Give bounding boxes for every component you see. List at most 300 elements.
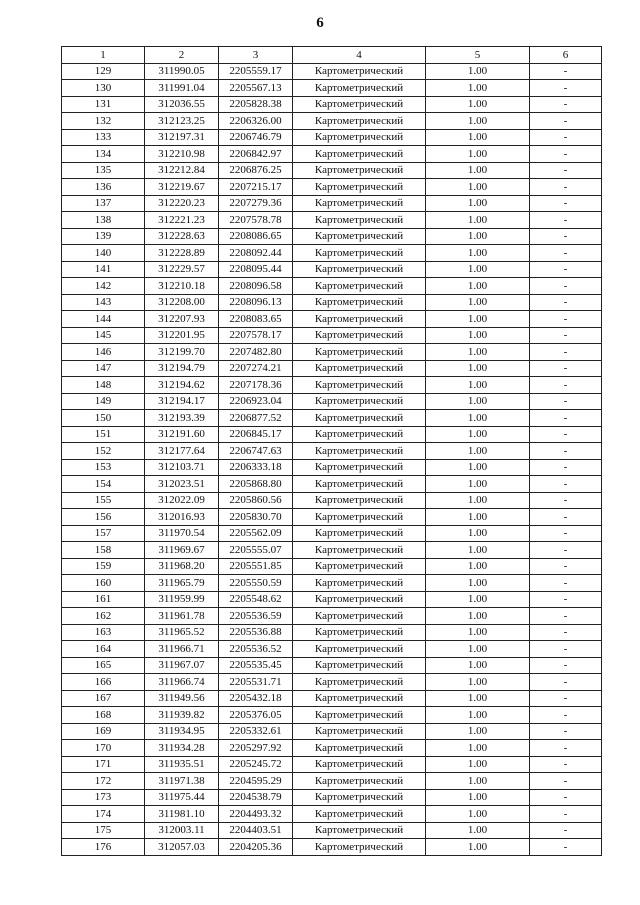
y-coordinate-cell: 2205536.59 — [219, 608, 293, 625]
method-cell: Картометрический — [293, 756, 426, 773]
point-number-cell: 154 — [62, 476, 145, 493]
method-cell: Картометрический — [293, 96, 426, 113]
y-coordinate-cell: 2205828.38 — [219, 96, 293, 113]
table-row — [62, 624, 602, 641]
accuracy-cell: 1.00 — [426, 476, 530, 493]
method-cell: Картометрический — [293, 740, 426, 757]
point-number-cell: 142 — [62, 278, 145, 295]
table-row — [62, 476, 602, 493]
accuracy-cell: 1.00 — [426, 459, 530, 476]
x-coordinate-cell: 312193.39 — [145, 410, 219, 427]
method-cell: Картометрический — [293, 113, 426, 130]
point-number-cell: 137 — [62, 195, 145, 212]
table-row — [62, 195, 602, 212]
x-coordinate-cell: 311981.10 — [145, 806, 219, 823]
method-cell: Картометрический — [293, 690, 426, 707]
point-number-cell: 143 — [62, 294, 145, 311]
y-coordinate-cell: 2205830.70 — [219, 509, 293, 526]
method-cell: Картометрический — [293, 822, 426, 839]
accuracy-cell: 1.00 — [426, 146, 530, 163]
method-cell: Картометрический — [293, 509, 426, 526]
table-row — [62, 822, 602, 839]
note-cell: - — [530, 608, 602, 625]
accuracy-cell: 1.00 — [426, 212, 530, 229]
note-cell: - — [530, 509, 602, 526]
note-cell: - — [530, 839, 602, 856]
y-coordinate-cell: 2206842.97 — [219, 146, 293, 163]
accuracy-cell: 1.00 — [426, 443, 530, 460]
accuracy-cell: 1.00 — [426, 707, 530, 724]
y-coordinate-cell: 2204403.51 — [219, 822, 293, 839]
accuracy-cell: 1.00 — [426, 393, 530, 410]
x-coordinate-cell: 311970.54 — [145, 525, 219, 542]
table-row — [62, 96, 602, 113]
note-cell: - — [530, 377, 602, 394]
method-cell: Картометрический — [293, 261, 426, 278]
accuracy-cell: 1.00 — [426, 162, 530, 179]
note-cell: - — [530, 591, 602, 608]
table-row — [62, 443, 602, 460]
x-coordinate-cell: 311967.07 — [145, 657, 219, 674]
accuracy-cell: 1.00 — [426, 839, 530, 856]
point-number-cell: 135 — [62, 162, 145, 179]
point-number-cell: 144 — [62, 311, 145, 328]
y-coordinate-cell: 2206746.79 — [219, 129, 293, 146]
y-coordinate-cell: 2204595.29 — [219, 773, 293, 790]
table-row — [62, 261, 602, 278]
y-coordinate-cell: 2207578.78 — [219, 212, 293, 229]
y-coordinate-cell: 2206876.25 — [219, 162, 293, 179]
note-cell: - — [530, 393, 602, 410]
method-cell: Картометрический — [293, 608, 426, 625]
y-coordinate-cell: 2205548.62 — [219, 591, 293, 608]
method-cell: Картометрический — [293, 575, 426, 592]
table-row — [62, 426, 602, 443]
table-row — [62, 723, 602, 740]
note-cell: - — [530, 212, 602, 229]
point-number-cell: 174 — [62, 806, 145, 823]
x-coordinate-cell: 311975.44 — [145, 789, 219, 806]
accuracy-cell: 1.00 — [426, 294, 530, 311]
table-row — [62, 707, 602, 724]
y-coordinate-cell: 2205535.45 — [219, 657, 293, 674]
note-cell: - — [530, 344, 602, 361]
x-coordinate-cell: 311990.05 — [145, 63, 219, 80]
note-cell: - — [530, 707, 602, 724]
x-coordinate-cell: 311949.56 — [145, 690, 219, 707]
point-number-cell: 162 — [62, 608, 145, 625]
y-coordinate-cell: 2205567.13 — [219, 80, 293, 97]
note-cell: - — [530, 558, 602, 575]
accuracy-cell: 1.00 — [426, 509, 530, 526]
point-number-cell: 171 — [62, 756, 145, 773]
accuracy-cell: 1.00 — [426, 377, 530, 394]
point-number-cell: 130 — [62, 80, 145, 97]
x-coordinate-cell: 312210.18 — [145, 278, 219, 295]
point-number-cell: 169 — [62, 723, 145, 740]
y-coordinate-cell: 2205536.88 — [219, 624, 293, 641]
x-coordinate-cell: 311934.28 — [145, 740, 219, 757]
x-coordinate-cell: 311968.20 — [145, 558, 219, 575]
accuracy-cell: 1.00 — [426, 723, 530, 740]
method-cell: Картометрический — [293, 558, 426, 575]
note-cell: - — [530, 443, 602, 460]
accuracy-cell: 1.00 — [426, 179, 530, 196]
method-cell: Картометрический — [293, 789, 426, 806]
y-coordinate-cell: 2204538.79 — [219, 789, 293, 806]
y-coordinate-cell: 2205531.71 — [219, 674, 293, 691]
accuracy-cell: 1.00 — [426, 591, 530, 608]
note-cell: - — [530, 146, 602, 163]
y-coordinate-cell: 2208086.65 — [219, 228, 293, 245]
x-coordinate-cell: 311966.74 — [145, 674, 219, 691]
accuracy-cell: 1.00 — [426, 674, 530, 691]
point-number-cell: 139 — [62, 228, 145, 245]
note-cell: - — [530, 674, 602, 691]
note-cell: - — [530, 575, 602, 592]
table-row — [62, 377, 602, 394]
y-coordinate-cell: 2208095.44 — [219, 261, 293, 278]
note-cell: - — [530, 542, 602, 559]
note-cell: - — [530, 129, 602, 146]
x-coordinate-cell: 311969.67 — [145, 542, 219, 559]
point-number-cell: 167 — [62, 690, 145, 707]
table-row — [62, 228, 602, 245]
x-coordinate-cell: 312207.93 — [145, 311, 219, 328]
table-row — [62, 63, 602, 80]
x-coordinate-cell: 312208.00 — [145, 294, 219, 311]
y-coordinate-cell: 2205860.56 — [219, 492, 293, 509]
point-number-cell: 149 — [62, 393, 145, 410]
accuracy-cell: 1.00 — [426, 311, 530, 328]
table-row — [62, 146, 602, 163]
method-cell: Картометрический — [293, 228, 426, 245]
column-header: 3 — [219, 47, 293, 64]
method-cell: Картометрический — [293, 162, 426, 179]
table-row — [62, 410, 602, 427]
note-cell: - — [530, 690, 602, 707]
method-cell: Картометрический — [293, 410, 426, 427]
point-number-cell: 172 — [62, 773, 145, 790]
x-coordinate-cell: 311971.38 — [145, 773, 219, 790]
note-cell: - — [530, 740, 602, 757]
point-number-cell: 158 — [62, 542, 145, 559]
method-cell: Картометрический — [293, 476, 426, 493]
note-cell: - — [530, 162, 602, 179]
x-coordinate-cell: 312103.71 — [145, 459, 219, 476]
method-cell: Картометрический — [293, 674, 426, 691]
x-coordinate-cell: 311991.04 — [145, 80, 219, 97]
table-row — [62, 575, 602, 592]
note-cell: - — [530, 278, 602, 295]
method-cell: Картометрический — [293, 806, 426, 823]
note-cell: - — [530, 261, 602, 278]
x-coordinate-cell: 312003.11 — [145, 822, 219, 839]
point-number-cell: 134 — [62, 146, 145, 163]
note-cell: - — [530, 624, 602, 641]
accuracy-cell: 1.00 — [426, 558, 530, 575]
method-cell: Картометрический — [293, 327, 426, 344]
method-cell: Картометрический — [293, 377, 426, 394]
note-cell: - — [530, 723, 602, 740]
table-row — [62, 690, 602, 707]
point-number-cell: 160 — [62, 575, 145, 592]
note-cell: - — [530, 179, 602, 196]
y-coordinate-cell: 2206333.18 — [219, 459, 293, 476]
accuracy-cell: 1.00 — [426, 344, 530, 361]
x-coordinate-cell: 312220.23 — [145, 195, 219, 212]
method-cell: Картометрический — [293, 179, 426, 196]
table-row — [62, 344, 602, 361]
coordinates-table — [61, 46, 602, 856]
x-coordinate-cell: 312197.31 — [145, 129, 219, 146]
table-row — [62, 509, 602, 526]
y-coordinate-cell: 2207279.36 — [219, 195, 293, 212]
y-coordinate-cell: 2207482.80 — [219, 344, 293, 361]
method-cell: Картометрический — [293, 344, 426, 361]
x-coordinate-cell: 312016.93 — [145, 509, 219, 526]
y-coordinate-cell: 2207215.17 — [219, 179, 293, 196]
accuracy-cell: 1.00 — [426, 641, 530, 658]
point-number-cell: 159 — [62, 558, 145, 575]
table-row — [62, 773, 602, 790]
point-number-cell: 170 — [62, 740, 145, 757]
column-header: 6 — [530, 47, 602, 64]
note-cell: - — [530, 294, 602, 311]
note-cell: - — [530, 806, 602, 823]
table-row — [62, 179, 602, 196]
table-row — [62, 789, 602, 806]
point-number-cell: 148 — [62, 377, 145, 394]
accuracy-cell: 1.00 — [426, 773, 530, 790]
point-number-cell: 153 — [62, 459, 145, 476]
x-coordinate-cell: 312212.84 — [145, 162, 219, 179]
accuracy-cell: 1.00 — [426, 426, 530, 443]
y-coordinate-cell: 2208096.58 — [219, 278, 293, 295]
point-number-cell: 141 — [62, 261, 145, 278]
x-coordinate-cell: 312123.25 — [145, 113, 219, 130]
note-cell: - — [530, 63, 602, 80]
x-coordinate-cell: 312219.67 — [145, 179, 219, 196]
method-cell: Картометрический — [293, 195, 426, 212]
note-cell: - — [530, 657, 602, 674]
table-row — [62, 459, 602, 476]
table-row — [62, 492, 602, 509]
point-number-cell: 131 — [62, 96, 145, 113]
y-coordinate-cell: 2205868.80 — [219, 476, 293, 493]
x-coordinate-cell: 312191.60 — [145, 426, 219, 443]
x-coordinate-cell: 312194.79 — [145, 360, 219, 377]
note-cell: - — [530, 773, 602, 790]
note-cell: - — [530, 327, 602, 344]
x-coordinate-cell: 312177.64 — [145, 443, 219, 460]
y-coordinate-cell: 2206923.04 — [219, 393, 293, 410]
y-coordinate-cell: 2207274.21 — [219, 360, 293, 377]
point-number-cell: 166 — [62, 674, 145, 691]
y-coordinate-cell: 2206747.63 — [219, 443, 293, 460]
note-cell: - — [530, 360, 602, 377]
table-row — [62, 756, 602, 773]
method-cell: Картометрический — [293, 657, 426, 674]
x-coordinate-cell: 311934.95 — [145, 723, 219, 740]
point-number-cell: 165 — [62, 657, 145, 674]
page-number: 6 — [316, 15, 324, 31]
y-coordinate-cell: 2205550.59 — [219, 575, 293, 592]
point-number-cell: 176 — [62, 839, 145, 856]
table-row — [62, 806, 602, 823]
method-cell: Картометрический — [293, 393, 426, 410]
method-cell: Картометрический — [293, 839, 426, 856]
accuracy-cell: 1.00 — [426, 525, 530, 542]
table-row — [62, 393, 602, 410]
y-coordinate-cell: 2205559.17 — [219, 63, 293, 80]
table-row — [62, 212, 602, 229]
point-number-cell: 157 — [62, 525, 145, 542]
method-cell: Картометрический — [293, 360, 426, 377]
y-coordinate-cell: 2207178.36 — [219, 377, 293, 394]
y-coordinate-cell: 2208083.65 — [219, 311, 293, 328]
note-cell: - — [530, 426, 602, 443]
point-number-cell: 161 — [62, 591, 145, 608]
x-coordinate-cell: 311935.51 — [145, 756, 219, 773]
table-row — [62, 278, 602, 295]
method-cell: Картометрический — [293, 492, 426, 509]
table-row — [62, 674, 602, 691]
y-coordinate-cell: 2207578.17 — [219, 327, 293, 344]
x-coordinate-cell: 312199.70 — [145, 344, 219, 361]
accuracy-cell: 1.00 — [426, 410, 530, 427]
method-cell: Картометрический — [293, 63, 426, 80]
accuracy-cell: 1.00 — [426, 575, 530, 592]
note-cell: - — [530, 410, 602, 427]
table-row — [62, 608, 602, 625]
table-row — [62, 327, 602, 344]
y-coordinate-cell: 2205555.07 — [219, 542, 293, 559]
point-number-cell: 145 — [62, 327, 145, 344]
accuracy-cell: 1.00 — [426, 789, 530, 806]
point-number-cell: 147 — [62, 360, 145, 377]
x-coordinate-cell: 312023.51 — [145, 476, 219, 493]
y-coordinate-cell: 2205536.52 — [219, 641, 293, 658]
point-number-cell: 146 — [62, 344, 145, 361]
note-cell: - — [530, 525, 602, 542]
method-cell: Картометрический — [293, 80, 426, 97]
method-cell: Картометрический — [293, 591, 426, 608]
table-row — [62, 245, 602, 262]
accuracy-cell: 1.00 — [426, 195, 530, 212]
x-coordinate-cell: 311966.71 — [145, 641, 219, 658]
method-cell: Картометрический — [293, 707, 426, 724]
table-row — [62, 311, 602, 328]
x-coordinate-cell: 311939.82 — [145, 707, 219, 724]
method-cell: Картометрический — [293, 641, 426, 658]
table-row — [62, 839, 602, 856]
point-number-cell: 150 — [62, 410, 145, 427]
accuracy-cell: 1.00 — [426, 327, 530, 344]
accuracy-cell: 1.00 — [426, 278, 530, 295]
accuracy-cell: 1.00 — [426, 80, 530, 97]
accuracy-cell: 1.00 — [426, 608, 530, 625]
note-cell: - — [530, 113, 602, 130]
table-row — [62, 113, 602, 130]
method-cell: Картометрический — [293, 426, 426, 443]
note-cell: - — [530, 245, 602, 262]
point-number-cell: 168 — [62, 707, 145, 724]
accuracy-cell: 1.00 — [426, 63, 530, 80]
note-cell: - — [530, 492, 602, 509]
accuracy-cell: 1.00 — [426, 360, 530, 377]
note-cell: - — [530, 195, 602, 212]
y-coordinate-cell: 2206877.52 — [219, 410, 293, 427]
table-row — [62, 162, 602, 179]
accuracy-cell: 1.00 — [426, 245, 530, 262]
note-cell: - — [530, 756, 602, 773]
y-coordinate-cell: 2204493.32 — [219, 806, 293, 823]
y-coordinate-cell: 2206326.00 — [219, 113, 293, 130]
method-cell: Картометрический — [293, 129, 426, 146]
x-coordinate-cell: 312201.95 — [145, 327, 219, 344]
accuracy-cell: 1.00 — [426, 756, 530, 773]
note-cell: - — [530, 80, 602, 97]
table-header — [62, 47, 602, 64]
point-number-cell: 133 — [62, 129, 145, 146]
accuracy-cell: 1.00 — [426, 228, 530, 245]
point-number-cell: 175 — [62, 822, 145, 839]
point-number-cell: 138 — [62, 212, 145, 229]
accuracy-cell: 1.00 — [426, 822, 530, 839]
note-cell: - — [530, 459, 602, 476]
method-cell: Картометрический — [293, 542, 426, 559]
x-coordinate-cell: 312022.09 — [145, 492, 219, 509]
method-cell: Картометрический — [293, 443, 426, 460]
x-coordinate-cell: 311961.78 — [145, 608, 219, 625]
y-coordinate-cell: 2208092.44 — [219, 245, 293, 262]
point-number-cell: 173 — [62, 789, 145, 806]
x-coordinate-cell: 312057.03 — [145, 839, 219, 856]
table-row — [62, 360, 602, 377]
table-row — [62, 525, 602, 542]
y-coordinate-cell: 2205245.72 — [219, 756, 293, 773]
x-coordinate-cell: 312228.63 — [145, 228, 219, 245]
accuracy-cell: 1.00 — [426, 261, 530, 278]
x-coordinate-cell: 311965.52 — [145, 624, 219, 641]
method-cell: Картометрический — [293, 525, 426, 542]
table-row — [62, 542, 602, 559]
x-coordinate-cell: 311959.99 — [145, 591, 219, 608]
accuracy-cell: 1.00 — [426, 113, 530, 130]
y-coordinate-cell: 2208096.13 — [219, 294, 293, 311]
column-header: 1 — [62, 47, 145, 64]
accuracy-cell: 1.00 — [426, 624, 530, 641]
point-number-cell: 164 — [62, 641, 145, 658]
table-row — [62, 558, 602, 575]
x-coordinate-cell: 311965.79 — [145, 575, 219, 592]
x-coordinate-cell: 312194.17 — [145, 393, 219, 410]
method-cell: Картометрический — [293, 278, 426, 295]
x-coordinate-cell: 312221.23 — [145, 212, 219, 229]
accuracy-cell: 1.00 — [426, 740, 530, 757]
column-header: 2 — [145, 47, 219, 64]
method-cell: Картометрический — [293, 723, 426, 740]
method-cell: Картометрический — [293, 773, 426, 790]
table-row — [62, 657, 602, 674]
y-coordinate-cell: 2205562.09 — [219, 525, 293, 542]
x-coordinate-cell: 312194.62 — [145, 377, 219, 394]
note-cell: - — [530, 822, 602, 839]
note-cell: - — [530, 96, 602, 113]
y-coordinate-cell: 2204205.36 — [219, 839, 293, 856]
y-coordinate-cell: 2205376.05 — [219, 707, 293, 724]
